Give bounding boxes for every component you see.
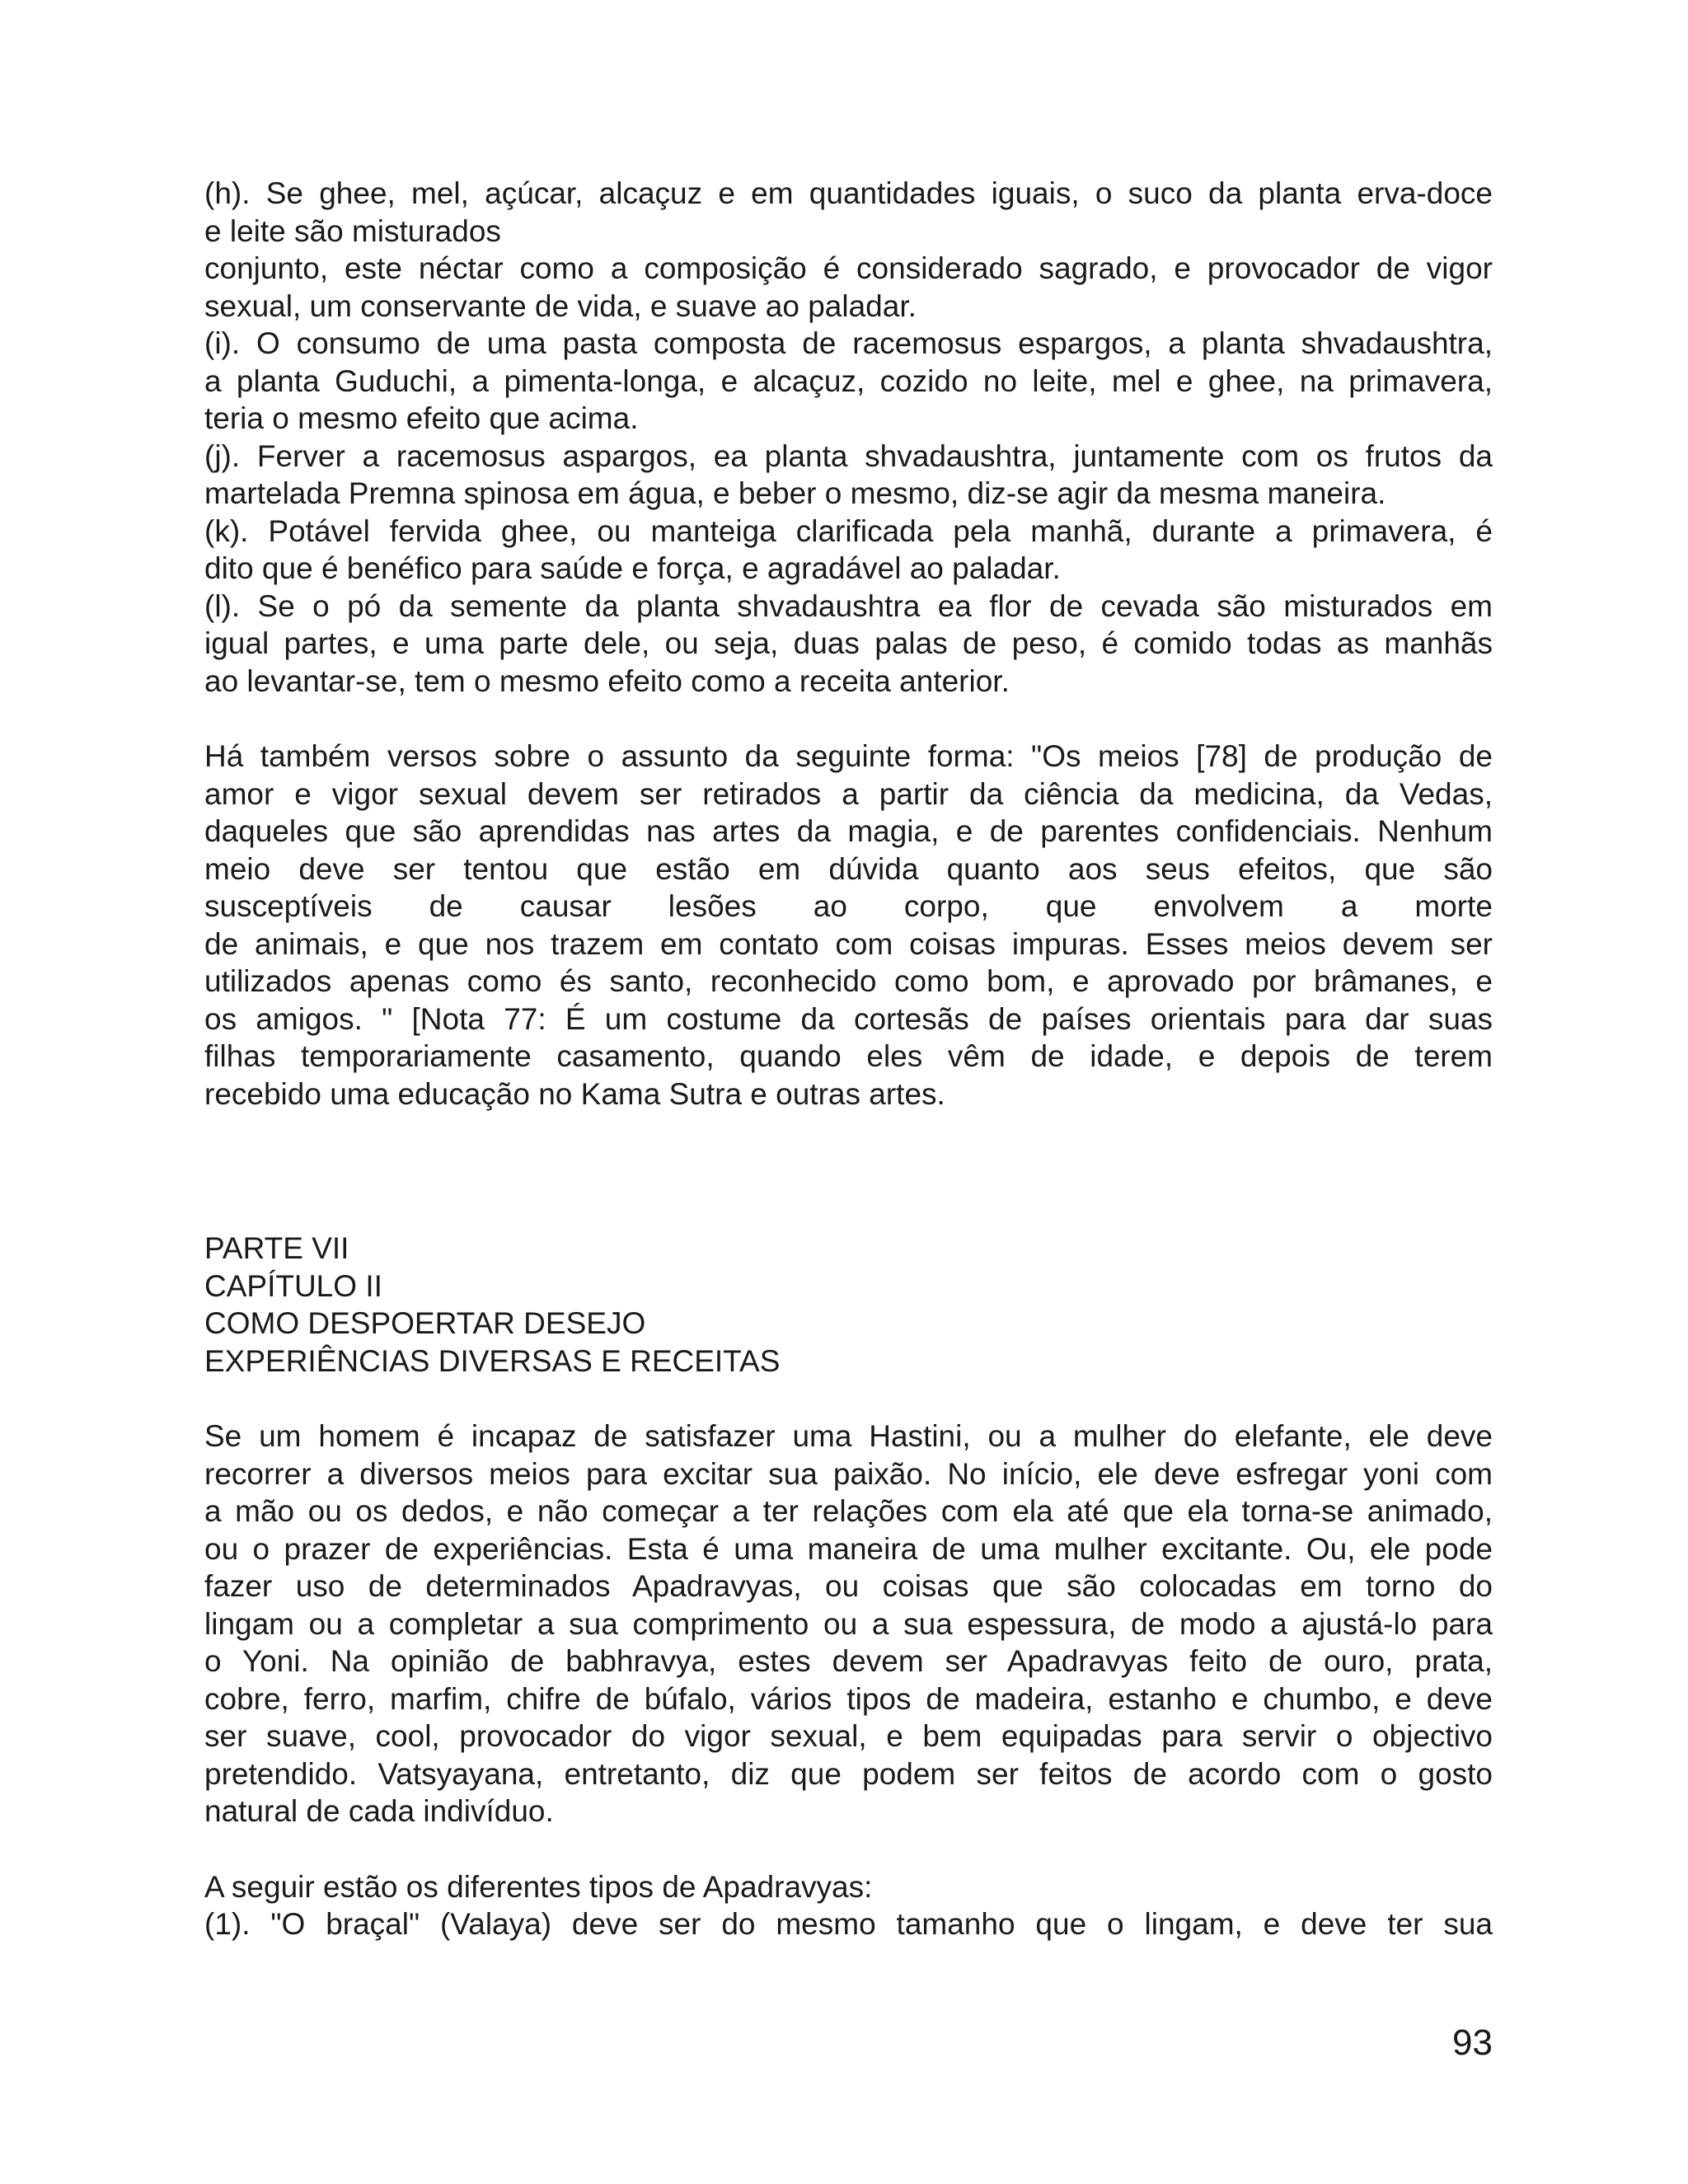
- text-line: utilizados apenas como és santo, reconhecido como bom, e aprovado por brâmanes, e: [204, 964, 1493, 998]
- text-line: de animais, e que nos trazem em contato com coisas impuras. Esses meios devem ser: [204, 926, 1493, 961]
- recipe-item: [204, 438, 1493, 513]
- text-line: cobre, ferro, marfim, chifre de búfalo, vários tipos de madeira, estanho e chumbo, e deve: [204, 1681, 1493, 1716]
- text-line: natural de cada indivíduo.: [204, 1794, 554, 1828]
- text-line: filhas temporariamente casamento, quando eles vêm de idade, e depois de terem: [204, 1039, 1493, 1073]
- heading-subtitle: EXPERIÊNCIAS DIVERSAS E RECEITAS: [204, 1343, 781, 1378]
- text-line: ser suave, cool, provocador do vigor sexual, e bem equipadas para servir o objectivo: [204, 1719, 1493, 1753]
- text-line: e leite são misturados: [204, 213, 501, 248]
- verses-paragraph: [204, 738, 1493, 1113]
- recipe-item: [204, 325, 1493, 438]
- text-line: Se um homem é incapaz de satisfazer uma Hastini, ou a mulher do elefante, ele deve: [204, 1419, 1493, 1453]
- text-line: martelada Premna spinosa em água, e beber o mesmo, diz-se agir da mesma maneira.: [204, 476, 1386, 510]
- text-line: (h). Se ghee, mel, açúcar, alcaçuz e em quantidades iguais, o suco da planta erva-doce: [204, 176, 1493, 210]
- text-line: os amigos. " [Nota 77: É um costume da cortesãs de países orientais para dar suas: [204, 1001, 1493, 1036]
- text-line: a mão ou os dedos, e não começar a ter relações com ela até que ela torna-se animado,: [204, 1494, 1493, 1528]
- heading-part: PARTE VII: [204, 1231, 349, 1265]
- text-line: (j). Ferver a racemosus aspargos, ea planta shvadaushtra, juntamente com os frutos da: [204, 438, 1493, 473]
- recipes-section: [204, 175, 1493, 700]
- text-line: lingam ou a completar a sua comprimento ou a sua espessura, de modo a ajustá-lo para: [204, 1606, 1493, 1641]
- text-line: recebido uma educação no Kama Sutra e outras artes.: [204, 1076, 945, 1111]
- text-line: (i). O consumo de uma pasta composta de racemosus espargos, a planta shvadaushtra,: [204, 326, 1493, 360]
- page-number: 93: [1452, 2022, 1493, 2063]
- page-body: [204, 175, 1493, 1943]
- text-line: a planta Guduchi, a pimenta-longa, e alcaçuz, cozido no leite, mel e ghee, na primavera,: [204, 363, 1493, 398]
- text-line: teria o mesmo efeito que acima.: [204, 401, 639, 435]
- list-item: (1). "O braçal" (Valaya) deve ser do mesmo tamanho que o lingam, e deve ter sua: [204, 1907, 1493, 1941]
- text-line: (l). Se o pó da semente da planta shvadaushtra ea flor de cevada são misturados em: [204, 588, 1493, 623]
- text-line: amor e vigor sexual devem ser retirados a partir da ciência da medicina, da Vedas,: [204, 776, 1493, 811]
- text-line: meio deve ser tentou que estão em dúvida quanto aos seus efeitos, que são: [204, 851, 1493, 886]
- recipe-item: [204, 588, 1493, 701]
- text-line: o Yoni. Na opinião de babhravya, estes devem ser Apadravyas feito de ouro, prata,: [204, 1644, 1493, 1678]
- heading-chapter: CAPÍTULO II: [204, 1268, 382, 1303]
- chapter-heading: [204, 1230, 1493, 1380]
- text-line: Há também versos sobre o assunto da seguinte forma: "Os meios [78] de produção de: [204, 739, 1493, 773]
- list-intro: A seguir estão os diferentes tipos de Apadravyas:: [204, 1869, 873, 1904]
- text-line: ao levantar-se, tem o mesmo efeito como a receita anterior.: [204, 663, 1010, 698]
- body-paragraph: [204, 1418, 1493, 1830]
- text-line: (k). Potável fervida ghee, ou manteiga clarificada pela manhã, durante a primavera, é: [204, 513, 1493, 548]
- text-line: sexual, um conservante de vida, e suave ao paladar.: [204, 288, 917, 323]
- heading-title: COMO DESPOERTAR DESEJO: [204, 1306, 646, 1340]
- text-line: susceptíveis de causar lesões ao corpo, que envolvem a morte: [204, 889, 1493, 923]
- recipe-item: [204, 175, 1493, 325]
- text-line: dito que é benéfico para saúde e força, e agradável ao paladar.: [204, 551, 1061, 585]
- text-line: igual partes, e uma parte dele, ou seja, duas palas de peso, é comido todas as manhãs: [204, 626, 1493, 660]
- text-line: daqueles que são aprendidas nas artes da magia, e de parentes confidenciais. Nenhum: [204, 814, 1493, 848]
- text-line: pretendido. Vatsyayana, entretanto, diz que podem ser feitos de acordo com o gosto: [204, 1756, 1493, 1791]
- text-line: ou o prazer de experiências. Esta é uma maneira de uma mulher excitante. Ou, ele pode: [204, 1531, 1493, 1566]
- text-line: fazer uso de determinados Apadravyas, ou coisas que são colocadas em torno do: [204, 1569, 1493, 1603]
- text-line: recorrer a diversos meios para excitar sua paixão. No início, ele deve esfregar yoni com: [204, 1456, 1493, 1491]
- recipe-item: [204, 513, 1493, 588]
- text-line: conjunto, este néctar como a composição é considerado sagrado, e provocador de vigor: [204, 251, 1493, 285]
